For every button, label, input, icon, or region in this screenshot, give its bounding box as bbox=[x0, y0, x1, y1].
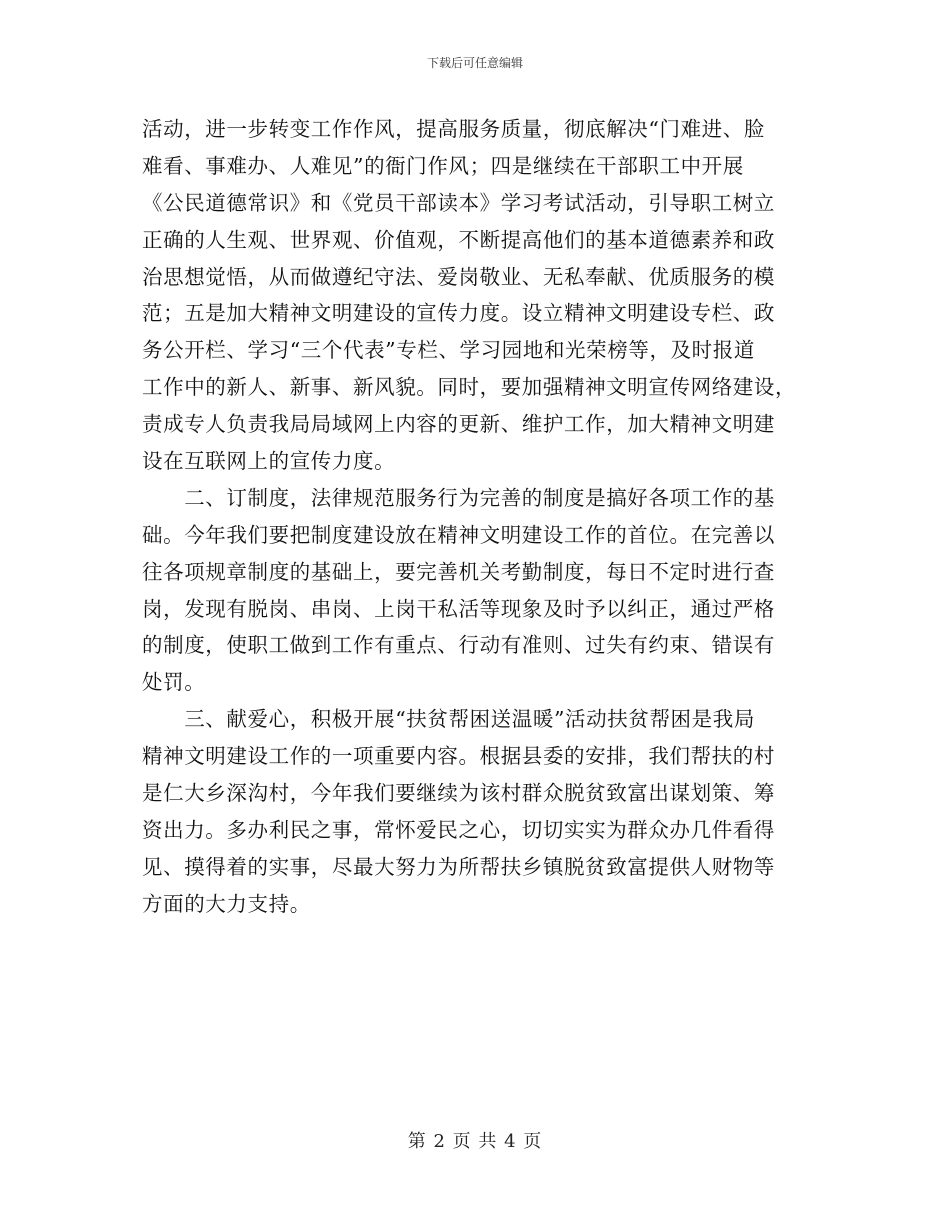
text-line: 的制度，使职工做到工作有重点、行动有准则、过失有约束、错误有 bbox=[142, 633, 775, 658]
header-note: 下载后可任意编辑 bbox=[426, 56, 523, 70]
text-line: 方面的大力支持。 bbox=[142, 891, 311, 916]
paragraph-3 bbox=[142, 701, 810, 922]
page-number-footer bbox=[0, 1127, 950, 1153]
text-line: 治思想觉悟，从而做遵纪守法、爱岗敬业、无私奉献、优质服务的模 bbox=[142, 264, 775, 289]
text-line: 二、订制度，法律规范服务行为完善的制度是搞好各项工作的基 bbox=[142, 485, 775, 510]
text-line: 精神文明建设工作的一项重要内容。根据县委的安排，我们帮扶的村 bbox=[142, 744, 775, 769]
text-line: 往各项规章制度的基础上，要完善机关考勤制度，每日不定时进行查 bbox=[142, 559, 775, 584]
text-line: 处罚。 bbox=[142, 670, 206, 695]
document-body bbox=[142, 111, 810, 923]
text-line: 责成专人负责我局局域网上内容的更新、维护工作，加大精神文明建 bbox=[142, 412, 775, 437]
text-line: 资出力。多办利民之事，常怀爱民之心，切切实实为群众办几件看得 bbox=[142, 817, 775, 842]
paragraph-1 bbox=[142, 111, 810, 480]
text-line: 工作中的新人、新事、新风貌。同时，要加强精神文明宣传网络建设， bbox=[142, 375, 797, 400]
text-line: 活动，进一步转变工作作风，提高服务质量，彻底解决“门难进、脸 bbox=[142, 117, 765, 141]
text-line: 正确的人生观、世界观、价值观，不断提高他们的基本道德素养和政 bbox=[142, 227, 775, 252]
text-line: 务公开栏、学习“三个代表”专栏、学习园地和光荣榜等，及时报道 bbox=[142, 338, 755, 363]
text-line: 《公民道德常识》和《党员干部读本》学习考试活动，引导职工树立 bbox=[142, 190, 775, 215]
text-line: 三、献爱心，积极开展“扶贫帮困送温暖”活动扶贫帮困是我局 bbox=[142, 707, 755, 732]
page-number-label: 第 2 页 共 4 页 bbox=[407, 1131, 543, 1152]
text-line: 是仁大乡深沟村，今年我们要继续为该村群众脱贫致富出谋划策、筹 bbox=[142, 781, 775, 806]
text-line: 难看、事难办、人难见”的衙门作风；四是继续在干部职工中开展 bbox=[142, 153, 744, 178]
text-line: 础。今年我们要把制度建设放在精神文明建设工作的首位。在完善以 bbox=[142, 522, 775, 547]
text-line: 范；五是加大精神文明建设的宣传力度。设立精神文明建设专栏、政 bbox=[142, 301, 775, 326]
paragraph-2 bbox=[142, 480, 810, 701]
text-line: 见、摸得着的实事，尽最大努力为所帮扶乡镇脱贫致富提供人财物等 bbox=[142, 854, 775, 879]
text-line: 岗，发现有脱岗、串岗、上岗干私活等现象及时予以纠正，通过严格 bbox=[142, 596, 775, 621]
text-line: 设在互联网上的宣传力度。 bbox=[142, 449, 396, 474]
